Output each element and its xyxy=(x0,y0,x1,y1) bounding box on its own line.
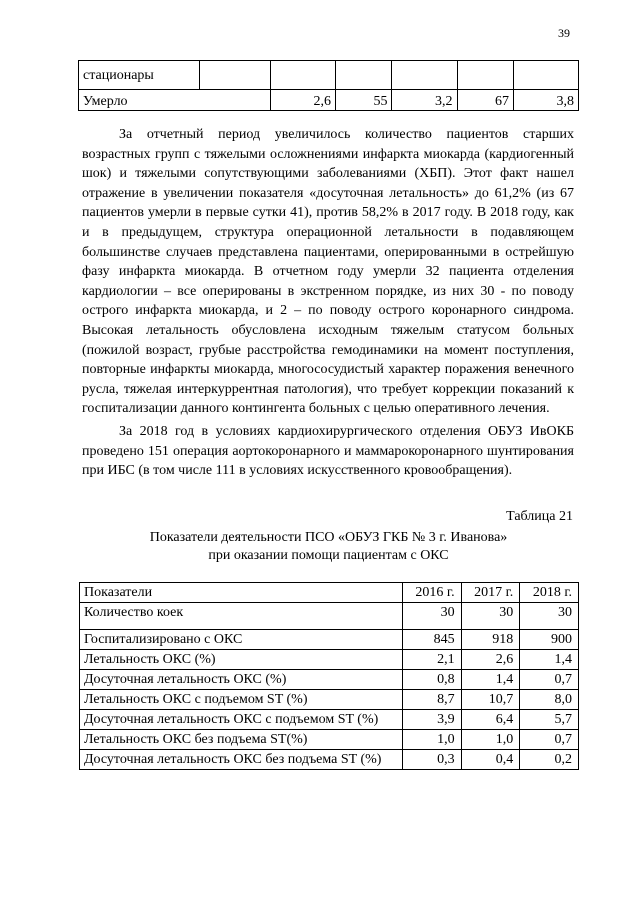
table-row xyxy=(80,650,579,670)
row-label: Летальность ОКС без подъема ST(%) xyxy=(80,730,403,750)
table-cell: 0,2 xyxy=(520,750,579,770)
table-cell: 3,9 xyxy=(402,710,461,730)
table-row xyxy=(80,710,579,730)
table-cell xyxy=(200,61,271,90)
table-cell xyxy=(392,61,457,90)
table-row xyxy=(80,670,579,690)
table-row xyxy=(80,690,579,710)
paragraph-2 xyxy=(82,422,574,481)
row-label: Досуточная летальность ОКС без подъема ST (%) xyxy=(80,750,403,770)
table-cell: 30 xyxy=(461,603,520,630)
table-cell: 3,8 xyxy=(513,90,578,111)
continued-table xyxy=(78,60,579,111)
row-label: стационары xyxy=(79,61,200,90)
table-cell: 67 xyxy=(457,90,513,111)
table-row xyxy=(79,90,579,111)
table-cell: 1,4 xyxy=(520,650,579,670)
header-indicators: Показатели xyxy=(80,583,403,603)
page-number: 39 xyxy=(558,26,570,40)
table-cell xyxy=(336,61,392,90)
row-label: Досуточная летальность ОКС (%) xyxy=(80,670,403,690)
table-title-line-1: Показатели деятельности ПСО «ОБУЗ ГКБ № 3 г. Иванова» xyxy=(149,530,508,545)
paragraph-1 xyxy=(82,125,574,419)
row-label: Умерло xyxy=(79,90,271,111)
row-label: Досуточная летальность ОКС с подъемом ST (%) xyxy=(80,710,403,730)
table-row xyxy=(80,603,579,630)
paragraph-text: За 2018 год в условиях кардиохирургического отделения ОБУЗ ИвОКБ проведено 151 операция аортокоронарного и маммарокоронарного шунтирования при ИБС (в том числе 111 в условиях искусственного кровообращения). xyxy=(82,424,574,479)
row-label: Летальность ОКС (%) xyxy=(80,650,403,670)
table-cell: 10,7 xyxy=(461,690,520,710)
table-cell: 0,3 xyxy=(402,750,461,770)
table-cell: 55 xyxy=(336,90,392,111)
table-cell: 5,7 xyxy=(520,710,579,730)
table-cell: 6,4 xyxy=(461,710,520,730)
header-2016: 2016 г. xyxy=(402,583,461,603)
oks-indicators-table xyxy=(79,582,579,770)
row-label: Госпитализировано с ОКС xyxy=(80,630,403,650)
header-2017: 2017 г. xyxy=(461,583,520,603)
table-cell: 30 xyxy=(402,603,461,630)
row-label: Количество коек xyxy=(80,603,403,630)
table-cell xyxy=(513,61,578,90)
table-cell: 1,4 xyxy=(461,670,520,690)
table-title xyxy=(78,529,579,565)
table-cell xyxy=(457,61,513,90)
table-cell: 8,0 xyxy=(520,690,579,710)
table-cell: 2,1 xyxy=(402,650,461,670)
table-cell: 1,0 xyxy=(402,730,461,750)
table-cell: 2,6 xyxy=(461,650,520,670)
table-cell xyxy=(271,61,336,90)
header-2018: 2018 г. xyxy=(520,583,579,603)
table-cell: 0,4 xyxy=(461,750,520,770)
table-cell: 0,7 xyxy=(520,730,579,750)
table-cell: 0,7 xyxy=(520,670,579,690)
table-cell: 1,0 xyxy=(461,730,520,750)
table-cell: 8,7 xyxy=(402,690,461,710)
table-cell: 900 xyxy=(520,630,579,650)
table-cell: 845 xyxy=(402,630,461,650)
table-row xyxy=(80,750,579,770)
table-cell: 30 xyxy=(520,603,579,630)
table-cell: 3,2 xyxy=(392,90,457,111)
table-header-row xyxy=(80,583,579,603)
table-cell: 2,6 xyxy=(271,90,336,111)
table-title-line-2: при оказании помощи пациентам с ОКС xyxy=(208,548,449,563)
table-row xyxy=(80,630,579,650)
table-cell: 0,8 xyxy=(402,670,461,690)
table-caption: Таблица 21 xyxy=(506,509,573,524)
paragraph-text: За отчетный период увеличилось количество пациентов старших возрастных групп с тяжелыми осложнениями инфаркта миокарда (кардиогенный шок) и тяжелыми сопутствующими заболеваниями (ХБП). Этот факт нашел отражение в увеличении показателя «досуточная летальность» до 61,2% (из 67 пациентов умерли в первые сутки 41), против 58,2% в 2017 году. В 2018 году, как и в предыдущем, структура операционной летальности в подавляющем большинстве случаев представлена пациентами, оперированными в острейшую фазу инфаркта миокарда. В отчетном году умерли 32 пациента отделения кардиологии – все оперированы в экстренном порядке, из них 30 - по поводу острого инфаркта миокарда, и 2 – по поводу острого коронарного синдрома. Высокая летальность обусловлена исходным тяжелым статусом больных (пожилой возраст, грубые расстройства гемодинамики на момент поступления, повторные инфаркты миокарда, многососудистый характер поражения венечного русла, тяжелая интеркуррентная патология), что требует коррекции показаний к госпитализации данного контингента больных с целью оперативного лечения. xyxy=(82,127,574,417)
row-label: Летальность ОКС с подъемом ST (%) xyxy=(80,690,403,710)
table-cell: 918 xyxy=(461,630,520,650)
table-row xyxy=(80,730,579,750)
table-row xyxy=(79,61,579,90)
